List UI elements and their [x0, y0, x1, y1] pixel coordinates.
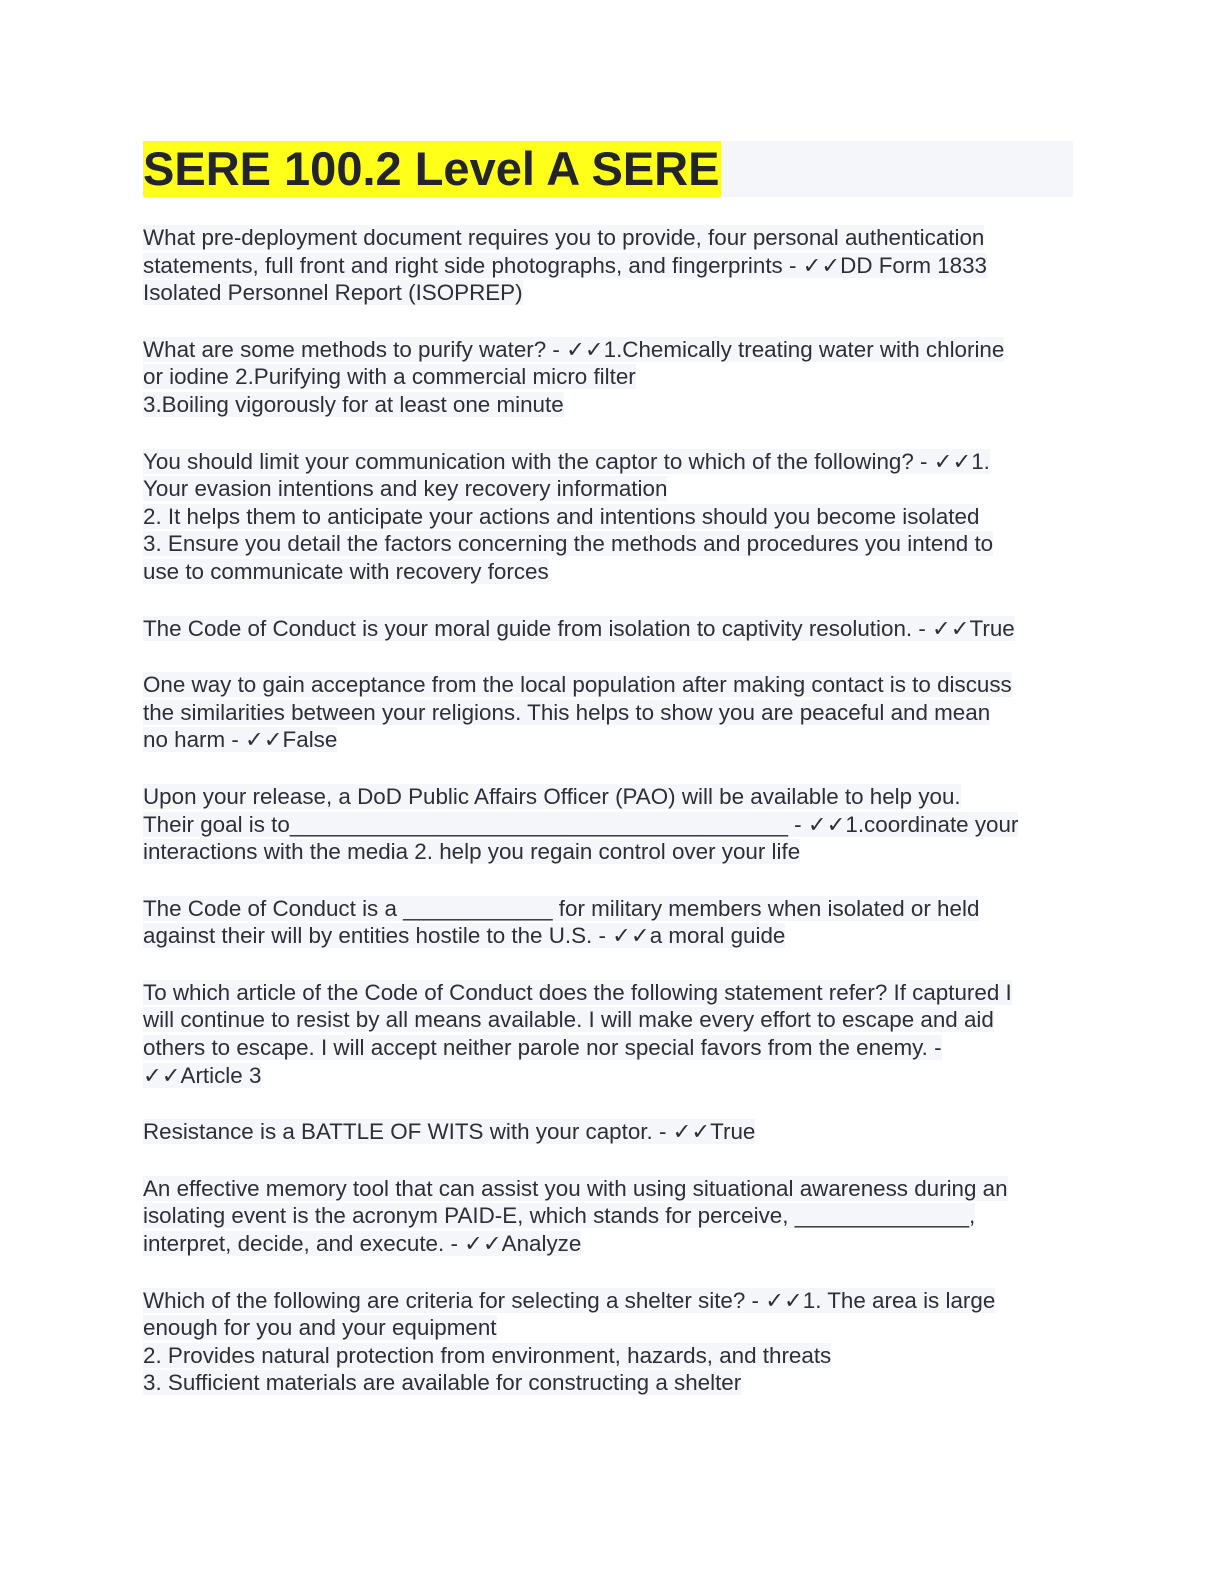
question-answer-item [143, 671, 1073, 754]
text-line [143, 979, 1073, 1007]
text-line [143, 363, 1073, 391]
text-line-content: against their will by entities hostile to the U.S. - ✓✓a moral guide [143, 923, 786, 949]
question-answer-item [143, 1118, 1073, 1146]
text-line-content: 2. Provides natural protection from environment, hazards, and threats [143, 1342, 832, 1368]
text-line-content: Your evasion intentions and key recovery information [143, 476, 668, 502]
text-line-content: interpret, decide, and execute. - ✓✓Analyze [143, 1231, 582, 1257]
text-line [143, 838, 1073, 866]
text-line [143, 1175, 1073, 1203]
text-line-content: enough for you and your equipment [143, 1315, 497, 1341]
text-line [143, 1118, 1073, 1146]
text-line-content: the similarities between your religions. This helps to show you are peaceful and mean [143, 699, 991, 725]
text-line-content: An effective memory tool that can assist you with using situational awareness during an [143, 1175, 1008, 1201]
text-line [143, 615, 1073, 643]
text-line [143, 448, 1073, 476]
question-answer-item [143, 979, 1073, 1089]
question-answer-item [143, 615, 1073, 643]
text-line [143, 1230, 1073, 1258]
text-line-content: Upon your release, a DoD Public Affairs Officer (PAO) will be available to help you. [143, 783, 961, 809]
title-band [143, 141, 1073, 197]
text-line [143, 671, 1073, 699]
text-line-content: Their goal is to________________________________________ - ✓✓1.coordinate your [143, 811, 1019, 837]
text-line-content: The Code of Conduct is your moral guide from isolation to captivity resolution. - ✓✓True [143, 615, 1015, 641]
text-line [143, 783, 1073, 811]
text-line-content: no harm - ✓✓False [143, 727, 338, 753]
text-line [143, 391, 1073, 419]
text-line [143, 1202, 1073, 1230]
text-line [143, 811, 1073, 839]
text-line-content: interactions with the media 2. help you regain control over your life [143, 839, 801, 865]
text-line-content: others to escape. I will accept neither parole nor special favors from the enemy. - [143, 1035, 942, 1061]
text-line [143, 1287, 1073, 1315]
text-line [143, 1342, 1073, 1370]
text-line [143, 224, 1073, 252]
text-line [143, 252, 1073, 280]
text-line [143, 895, 1073, 923]
text-line [143, 336, 1073, 364]
question-answer-item [143, 448, 1073, 586]
text-line [143, 1062, 1073, 1090]
text-line-content: 3. Ensure you detail the factors concerning the methods and procedures you intend to [143, 531, 994, 557]
text-line [143, 1006, 1073, 1034]
text-line-content: What pre-deployment document requires you to provide, four personal authentication [143, 225, 985, 250]
text-line-content: ✓✓Article 3 [143, 1062, 262, 1088]
question-answer-item [143, 895, 1073, 950]
question-answer-item [143, 1175, 1073, 1258]
document-page [143, 141, 1073, 1426]
text-line-content: To which article of the Code of Conduct does the following statement refer? If captured I [143, 979, 1012, 1005]
question-answer-item [143, 783, 1073, 866]
text-line-content: 3.Boiling vigorously for at least one minute [143, 391, 564, 417]
text-line-content: 2. It helps them to anticipate your actions and intentions should you become isolated [143, 503, 980, 529]
text-line-content: What are some methods to purify water? - ✓✓1.Chemically treating water with chlorine [143, 336, 1005, 362]
text-line [143, 726, 1073, 754]
text-line [143, 558, 1073, 586]
text-line-content: One way to gain acceptance from the local population after making contact is to discuss [143, 672, 1012, 698]
question-answer-item [143, 224, 1073, 307]
question-answer-item [143, 336, 1073, 419]
text-line [143, 475, 1073, 503]
text-line [143, 503, 1073, 531]
text-line [143, 1369, 1073, 1397]
text-line-content: statements, full front and right side photographs, and fingerprints - ✓✓DD Form 1833 [143, 252, 988, 278]
text-line-content: Isolated Personnel Report (ISOPREP) [143, 280, 523, 306]
text-line-content: will continue to resist by all means available. I will make every effort to escape and aid [143, 1007, 994, 1033]
question-answer-item [143, 1287, 1073, 1397]
text-line-content: or iodine 2.Purifying with a commercial micro filter [143, 364, 636, 390]
text-line [143, 699, 1073, 727]
text-line-content: isolating event is the acronym PAID-E, which stands for perceive, ______________, [143, 1203, 976, 1229]
text-line [143, 530, 1073, 558]
document-title: SERE 100.2 Level A SERE [143, 142, 720, 195]
text-line-content: The Code of Conduct is a ____________ for military members when isolated or held [143, 895, 980, 921]
text-line [143, 1034, 1073, 1062]
text-line [143, 922, 1073, 950]
text-line-content: Which of the following are criteria for selecting a shelter site? - ✓✓1. The area is large [143, 1287, 996, 1313]
question-answer-list [143, 224, 1073, 1397]
text-line [143, 1314, 1073, 1342]
text-line [143, 279, 1073, 307]
text-line-content: 3. Sufficient materials are available for constructing a shelter [143, 1370, 742, 1396]
text-line-content: use to communicate with recovery forces [143, 558, 549, 584]
text-line-content: You should limit your communication with the captor to which of the following? - ✓✓1. [143, 448, 990, 474]
text-line-content: Resistance is a BATTLE OF WITS with your captor. - ✓✓True [143, 1119, 756, 1145]
